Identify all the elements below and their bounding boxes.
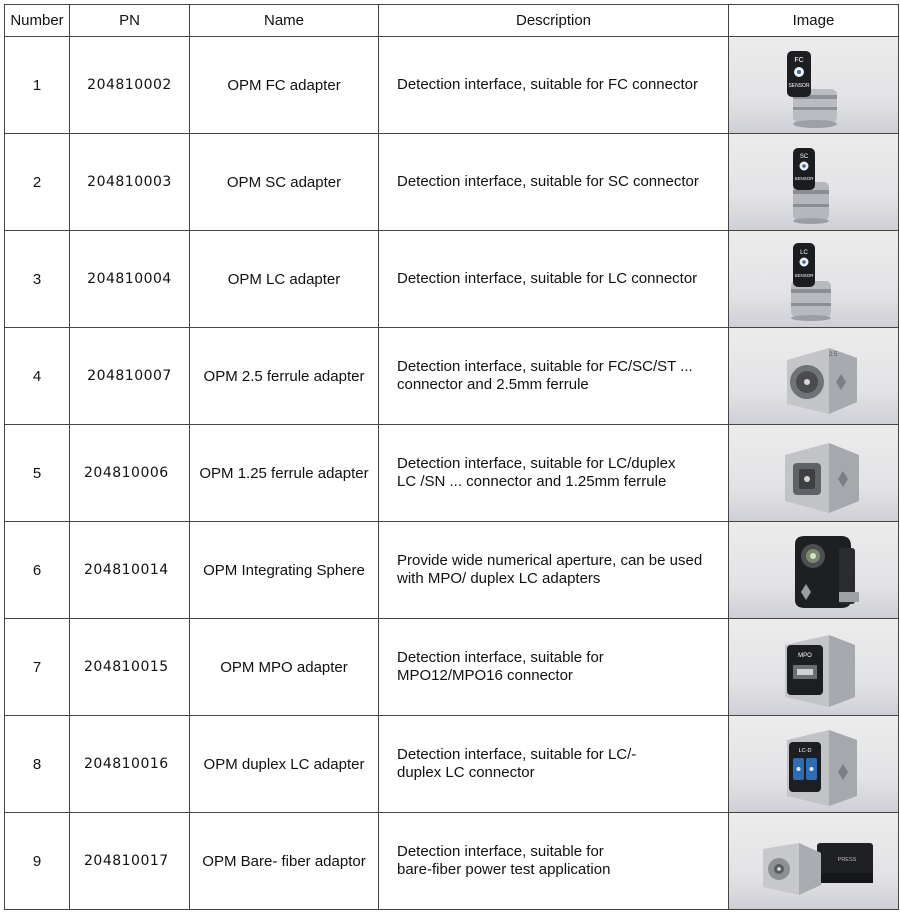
table-row [5,522,899,619]
description-line: Provide wide numerical aperture, can be used [397,552,703,569]
cell-description [379,813,729,910]
cell-number: 6 [5,522,70,619]
cell-description [379,231,729,328]
header-description: Description [379,5,729,37]
cell-number: 1 [5,37,70,134]
cell-description [379,328,729,425]
description-line: MPO12/MPO16 connector [397,667,573,684]
table-row [5,813,899,910]
port-label: MPO [798,653,812,659]
cell-image [729,231,899,328]
cell-image [729,813,899,910]
cell-name: OPM LC adapter [190,231,379,328]
port-label: LC-D [798,748,812,754]
table-row [5,328,899,425]
table-row [5,134,899,231]
port-label: FC [794,57,804,64]
port-label: LC [800,250,808,256]
mpo-adapter-photo [729,619,898,715]
table-row [5,231,899,328]
cell-name: OPM 2.5 ferrule adapter [190,328,379,425]
cell-number: 2 [5,134,70,231]
cell-image [729,328,899,425]
product-table [4,4,899,910]
fc-adapter-photo [729,37,898,133]
sc-adapter-photo [729,134,898,230]
cell-pn: 204810004 [70,231,190,328]
description-line: Detection interface, suitable for [397,843,604,860]
cell-number: 7 [5,619,70,716]
cell-image [729,619,899,716]
cell-pn: 204810015 [70,619,190,716]
table-row [5,716,899,813]
cell-pn: 204810014 [70,522,190,619]
cell-image [729,716,899,813]
description-line: Detection interface, suitable for LC/duplex [397,455,676,472]
description-line: Detection interface, suitable for LC/- [397,746,637,763]
cell-description [379,716,729,813]
cell-pn: 204810003 [70,134,190,231]
ferrule-2-5-adapter-photo [729,328,898,424]
port-label: 2.5 [828,352,838,358]
header-name: Name [190,5,379,37]
cell-description [379,425,729,522]
cell-image [729,134,899,231]
cell-description [379,134,729,231]
table-row [5,37,899,134]
description-line: Detection interface, suitable for [397,649,604,666]
cell-number: 9 [5,813,70,910]
description-line: Detection interface, suitable for FC connector [397,76,698,93]
cell-number: 8 [5,716,70,813]
description-line: connector and 2.5mm ferrule [397,376,589,393]
cell-image [729,522,899,619]
header-pn: PN [70,5,190,37]
sensor-label: SENSOR [788,83,810,89]
header-row [5,5,899,37]
cell-name: OPM duplex LC adapter [190,716,379,813]
sensor-label: SENSOR [794,176,814,181]
cell-pn: 204810006 [70,425,190,522]
cell-description [379,37,729,134]
description-line: LC /SN ... connector and 1.25mm ferrule [397,473,667,490]
cell-image [729,37,899,134]
cell-description [379,619,729,716]
description-line: bare-fiber power test application [397,861,611,878]
cell-name: OPM 1.25 ferrule adapter [190,425,379,522]
cell-pn: 204810017 [70,813,190,910]
bare-fiber-adaptor-photo [729,813,898,909]
description-line: Detection interface, suitable for SC connector [397,173,699,190]
cell-number: 5 [5,425,70,522]
cell-pn: 204810002 [70,37,190,134]
sensor-label: SENSOR [794,273,814,278]
header-image: Image [729,5,899,37]
description-line: Detection interface, suitable for FC/SC/ST ... [397,358,693,375]
cell-name: OPM Integrating Sphere [190,522,379,619]
port-label: SC [799,154,809,160]
description-line: Detection interface, suitable for LC connector [397,270,698,287]
integrating-sphere-photo [729,522,898,618]
table-row [5,619,899,716]
header-number: Number [5,5,70,37]
cell-number: 4 [5,328,70,425]
press-label: PRESS [837,857,857,863]
lc-adapter-photo [729,231,898,327]
description-line: duplex LC connector [397,764,535,781]
ferrule-1-25-adapter-photo [729,425,898,521]
description-line: with MPO/ duplex LC adapters [397,570,601,587]
cell-number: 3 [5,231,70,328]
cell-description [379,522,729,619]
cell-name: OPM SC adapter [190,134,379,231]
cell-image [729,425,899,522]
duplex-lc-adapter-photo [729,716,898,812]
cell-pn: 204810007 [70,328,190,425]
cell-name: OPM FC adapter [190,37,379,134]
cell-name: OPM MPO adapter [190,619,379,716]
cell-pn: 204810016 [70,716,190,813]
table-row [5,425,899,522]
cell-name: OPM Bare- fiber adaptor [190,813,379,910]
